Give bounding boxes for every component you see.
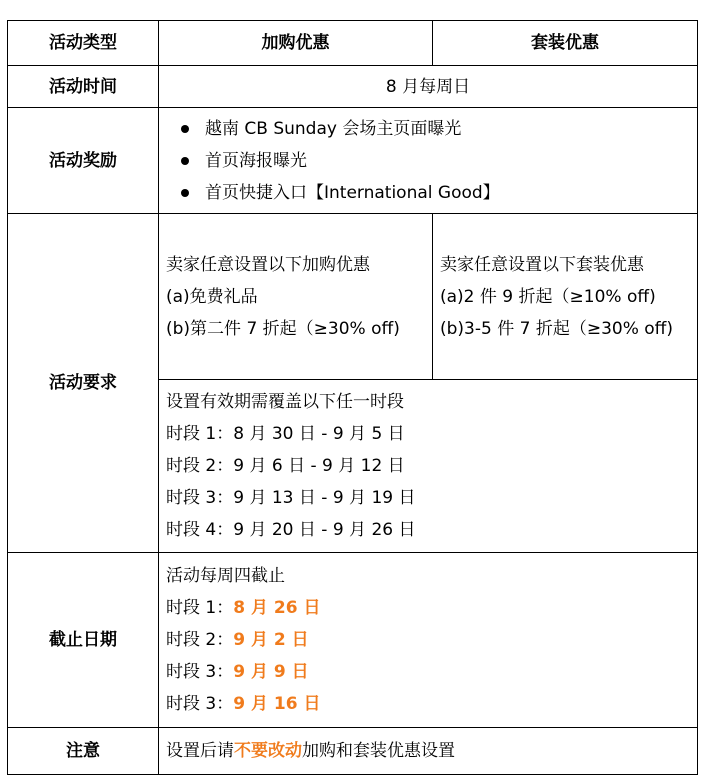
header-addon-deal: 加购优惠 <box>159 21 433 66</box>
deadline-row <box>8 553 698 728</box>
reward-item: 首页海报曝光 <box>159 145 697 177</box>
header-row <box>8 21 698 66</box>
bundle-deal-title: 卖家任意设置以下套装优惠 <box>440 254 644 275</box>
note-label: 注意 <box>8 728 159 775</box>
period-item: 时段 3：9 月 13 日 - 9 月 19 日 <box>166 488 416 508</box>
reward-item: 越南 CB Sunday 会场主页面曝光 <box>159 113 697 145</box>
deadline-date: 9 月 16 日 <box>233 694 321 714</box>
reward-label: 活动奖励 <box>8 108 159 214</box>
addon-deal-requirements <box>159 214 433 380</box>
note-row <box>8 728 698 775</box>
bundle-deal-line: (b)3-5 件 7 折起（≥30% off) <box>440 318 674 339</box>
addon-deal-title: 卖家任意设置以下加购优惠 <box>166 254 370 275</box>
deadline-date: 9 月 2 日 <box>233 630 309 650</box>
period-item: 时段 2：9 月 6 日 - 9 月 12 日 <box>166 456 405 476</box>
note-highlight: 不要改动 <box>234 741 302 761</box>
bullet-icon <box>181 157 189 165</box>
time-value: 8 月每周日 <box>159 66 698 108</box>
promotion-table <box>7 20 698 775</box>
deadline-item: 时段 1：8 月 26 日 <box>166 598 321 618</box>
addon-deal-line: (b)第二件 7 折起（≥30% off) <box>166 318 400 339</box>
reward-list-cell <box>159 108 698 214</box>
period-title: 设置有效期需覆盖以下任一时段 <box>166 392 404 412</box>
requirement-label: 活动要求 <box>8 214 159 553</box>
deadline-date: 9 月 9 日 <box>233 662 309 682</box>
addon-deal-line: (a)免费礼品 <box>166 286 258 307</box>
deadline-item: 时段 3：9 月 16 日 <box>166 694 321 714</box>
time-label: 活动时间 <box>8 66 159 108</box>
bundle-deal-line: (a)2 件 9 折起（≥10% off) <box>440 286 656 307</box>
bundle-deal-requirements <box>433 214 698 380</box>
bullet-icon <box>181 125 189 133</box>
deadline-intro: 活动每周四截止 <box>166 566 285 586</box>
deadline-date: 8 月 26 日 <box>233 598 321 618</box>
reward-list <box>159 113 697 209</box>
deadline-list <box>159 553 698 728</box>
period-item: 时段 4：9 月 20 日 - 9 月 26 日 <box>166 520 416 540</box>
reward-row <box>8 108 698 214</box>
header-type-label: 活动类型 <box>8 21 159 66</box>
header-bundle-deal: 套装优惠 <box>433 21 698 66</box>
reward-item: 首页快捷入口【International Good】 <box>159 177 697 209</box>
period-item: 时段 1：8 月 30 日 - 9 月 5 日 <box>166 424 405 444</box>
time-row <box>8 66 698 108</box>
note-text: 设置后请不要改动加购和套装优惠设置 <box>159 728 698 775</box>
period-requirements <box>159 380 698 553</box>
bullet-icon <box>181 189 189 197</box>
deadline-item: 时段 3：9 月 9 日 <box>166 662 309 682</box>
requirement-deals-row <box>8 214 698 380</box>
deadline-label: 截止日期 <box>8 553 159 728</box>
deadline-item: 时段 2：9 月 2 日 <box>166 630 309 650</box>
